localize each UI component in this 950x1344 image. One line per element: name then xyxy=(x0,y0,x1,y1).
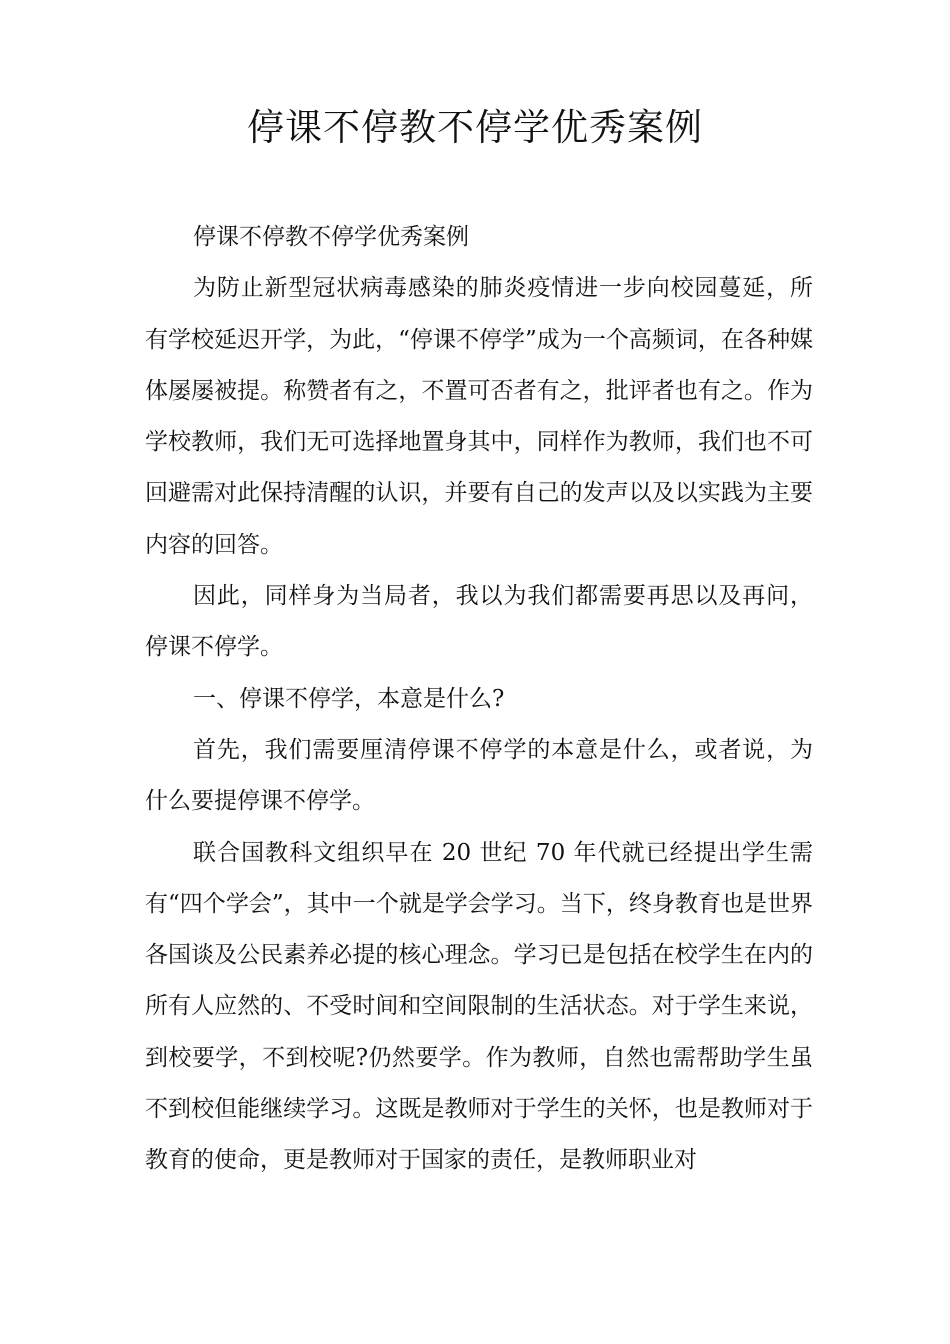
document-title: 停课不停教不停学优秀案例 xyxy=(247,106,703,149)
paragraph: 首先，我们需要厘清停课不停学的本意是什么，或者说，为什么要提停课不停学。 xyxy=(145,736,813,815)
paragraph: 因此，同样身为当局者，我以为我们都需要再思以及再问，停课不停学。 xyxy=(145,583,813,661)
paragraph: 为防止新型冠状病毒感染的肺炎疫情进一步向校园蔓延，所有学校延迟开学，为此，“停课不停学”成为一个高频词，在各种媒体屡屡被提。称赞者有之，不置可否者有之，批评者也有之。作为学校教师，我们无可选择地置身其中，同样作为教师，我们也不可回避需对此保持清醒的认识，并要有自己的发声以及以实践为主要内容的回答。 xyxy=(145,275,813,558)
paragraph: 联合国教科文组织早在 20 世纪 70 年代就已经提出学生需有“四个学会”，其中一个就是学会学习。当下，终身教育也是世界各国谈及公民素养必提的核心理念。学习已是包括在校学生在内的所有人应然的、不受时间和空间限制的生活状态。对于学生来说，到校要学，不到校呢?仍然要学。作为教师，自然也需帮助学生虽不到校但能继续学习。这既是教师对于学生的关怀，也是教师对于教育的使命，更是教师对于国家的责任，是教师职业对 xyxy=(145,839,813,1174)
paragraph-subtitle: 停课不停教不停学优秀案例 xyxy=(193,224,469,250)
document-body xyxy=(145,212,813,1187)
section-heading: 一、停课不停学，本意是什么? xyxy=(193,685,505,712)
